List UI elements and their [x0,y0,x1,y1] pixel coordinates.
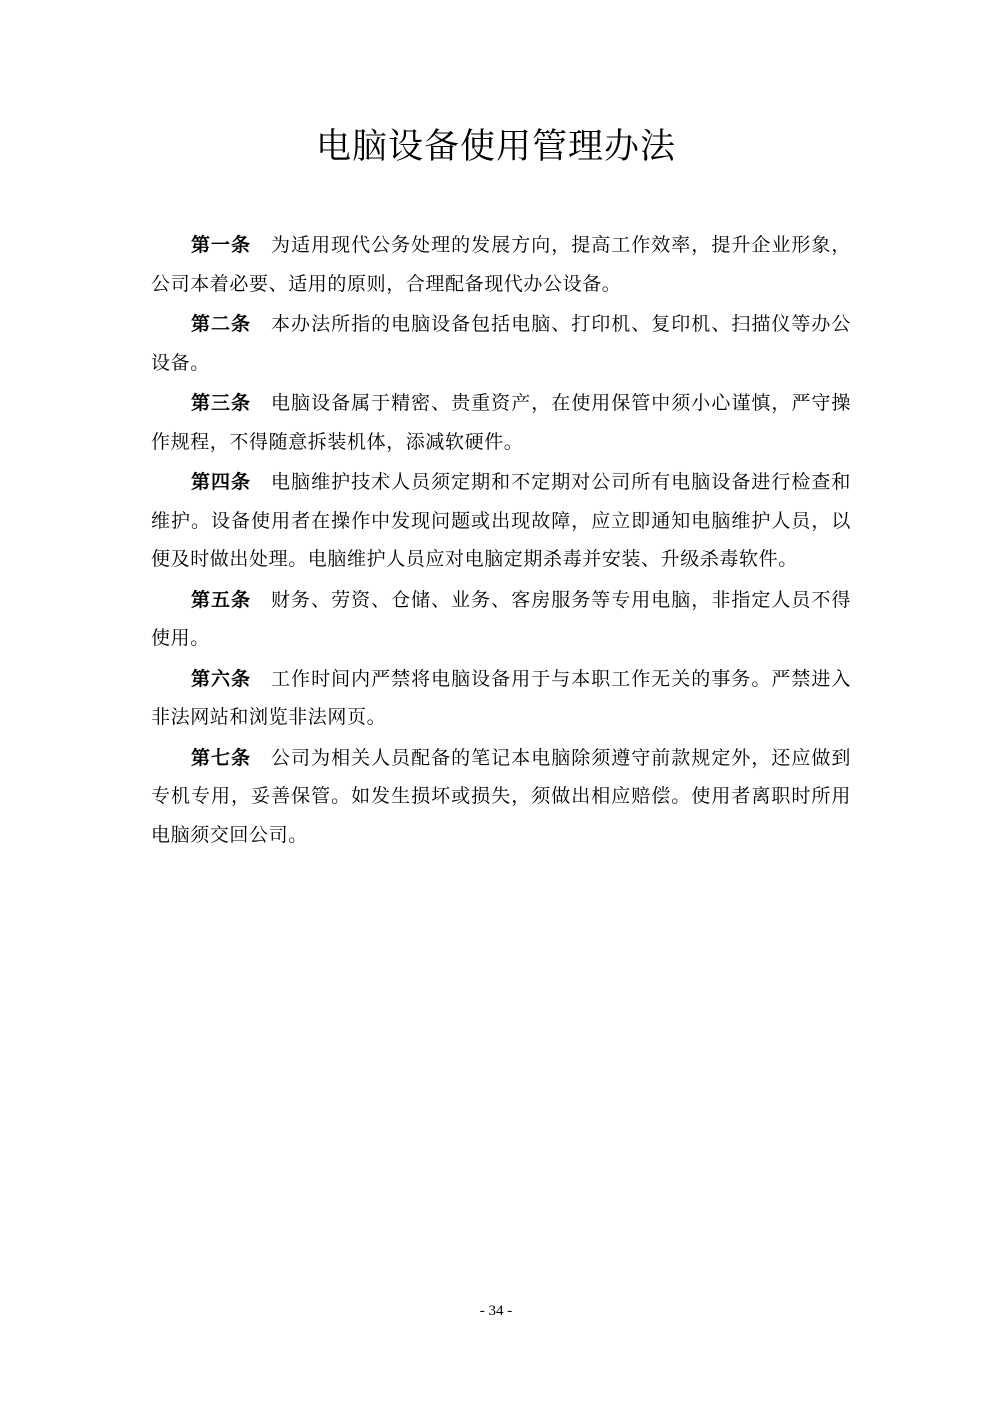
article-2 [151,305,851,382]
article-text: 为适用现代公务处理的发展方向，提高工作效率，提升企业形象，公司本着必要、适用的原则，合理配备现代办公设备。 [151,234,851,295]
article-4 [151,463,851,579]
article-number: 第一条 [191,234,252,256]
article-number: 第七条 [191,746,252,769]
article-text: 工作时间内严禁将电脑设备用于与本职工作无关的事务。严禁进入非法网站和浏览非法网页。 [151,667,851,728]
article-5 [151,581,851,658]
article-number: 第四条 [191,471,252,493]
article-7 [151,739,851,855]
article-1 [151,226,851,303]
article-text: 电脑设备属于精密、贵重资产，在使用保管中须小心谨慎，严守操作规程，不得随意拆装机体，添减软硬件。 [151,392,851,453]
article-number: 第二条 [191,313,252,335]
article-text: 电脑维护技术人员须定期和不定期对公司所有电脑设备进行检查和维护。设备使用者在操作中发现问题或出现故障，应立即通知电脑维护人员，以便及时做出处理。电脑维护人员应对电脑定期杀毒并安装、升级杀毒软件。 [151,471,851,570]
page-number: - 34 - [479,1303,513,1319]
article-6 [151,660,851,737]
article-number: 第五条 [191,588,252,611]
article-number: 第六条 [191,667,252,690]
article-3 [151,384,851,461]
article-number: 第三条 [191,392,252,414]
article-text: 本办法所指的电脑设备包括电脑、打印机、复印机、扫描仪等办公设备。 [151,313,851,374]
article-text: 公司为相关人员配备的笔记本电脑除须遵守前款规定外，还应做到专机专用，妥善保管。如发生损坏或损失，须做出相应赔偿。使用者离职时所用电脑须交回公司。 [151,746,851,846]
document-body [151,226,851,856]
article-text: 财务、劳资、仓储、业务、客房服务等专用电脑，非指定人员不得使用。 [151,588,851,649]
document-title: 电脑设备使用管理办法 [315,127,676,167]
